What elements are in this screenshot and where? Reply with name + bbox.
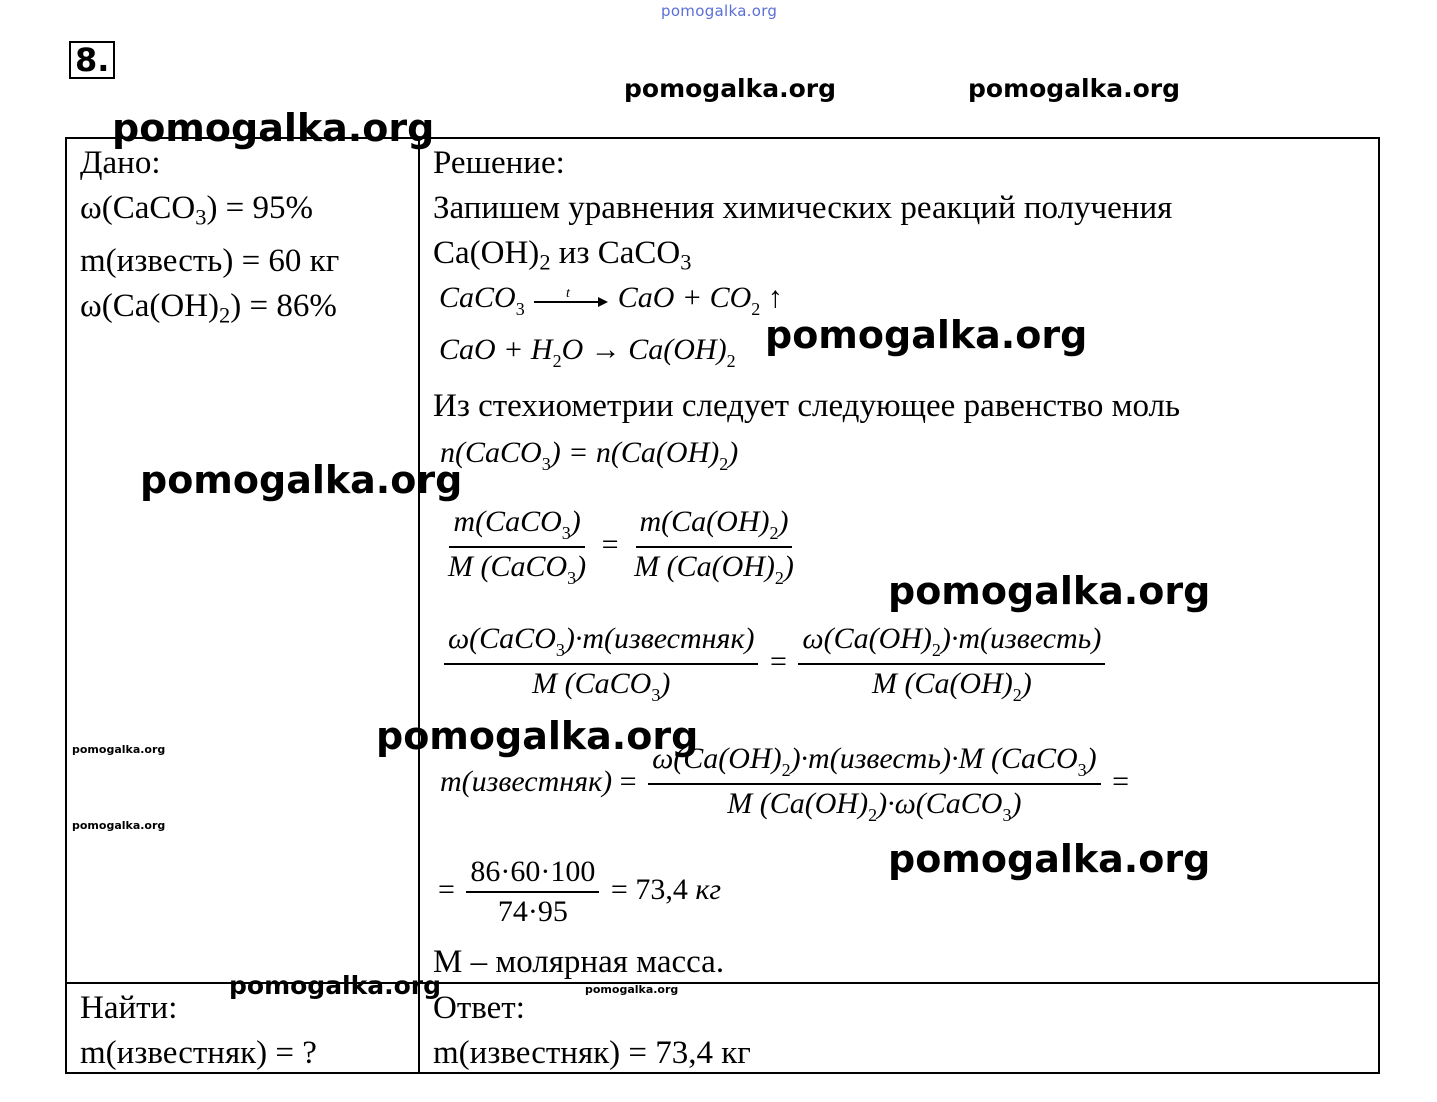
given-line-3: $\omega(Ca(OH)_2) = 86\%$ <box>80 288 337 328</box>
solution-section <box>433 141 1172 284</box>
find-heading: Найти: <box>80 990 178 1026</box>
mass-fraction-equation: $\frac{\omega(CaCO_3)\cdot m(известняк)}{M (CaCO_3)}$ = $\frac{\omega(Ca(OH)_2)\cdot m(известь)}{M (Ca(OH)_2)}$ <box>440 622 1109 706</box>
watermark: pomogalka.org <box>888 569 1211 613</box>
stoichiometry-text: Из стехиометрии следует следующее равенство моль <box>433 388 1181 424</box>
watermark: pomogalka.org <box>624 74 837 103</box>
watermark: pomogalka.org <box>229 971 442 1000</box>
given-heading: Дано: <box>80 145 161 181</box>
arrow-heat-icon <box>532 288 610 312</box>
mole-equality: n(CaCO$_3$) = $n(Ca(OH)_2)$ <box>440 436 739 475</box>
reaction-equation-1: CaCO$_3$ t CaO + $CO_2$ ↑ <box>439 281 783 320</box>
watermark: pomogalka.org <box>888 837 1211 881</box>
solution-intro-2: $Ca(OH)_2$ из CaCO$_3$ <box>433 235 692 275</box>
watermark: pomogalka.org <box>968 74 1181 103</box>
given-section <box>80 141 339 338</box>
given-line-1: ω(CaCO$_3$) = 95% <box>80 190 314 230</box>
reaction-equation-2: CaO + $H_2O \to Ca(OH)_2$ <box>439 333 736 372</box>
answer-section <box>433 986 751 1076</box>
calc-result: = 73,4 <box>610 872 688 906</box>
solution-intro-1: Запишем уравнения химических реакций получения <box>433 190 1173 226</box>
given-line-2: m(известь) = 60 кг <box>80 243 340 280</box>
watermark: pomogalka.org <box>376 714 699 758</box>
watermark: pomogalka.org <box>585 983 679 996</box>
svg-text:t: t <box>566 288 571 302</box>
calc-denominator: 74·95 <box>497 895 568 928</box>
solution-heading: Решение: <box>433 145 565 181</box>
table-divider-vertical <box>418 137 420 1074</box>
calc-numerator: 86·60·100 <box>466 855 599 893</box>
find-line: m(известняк) = ? <box>80 1035 317 1071</box>
problem-number: 8. <box>69 41 115 79</box>
answer-line: m(известняк) = 73,4 кг <box>433 1035 751 1071</box>
molar-ratio-equation: $\frac{m(CaCO_3)}{M (CaCO_3)}$ = $\frac{m(Ca(OH)_2)}{M (Ca(OH)_2)}$ <box>448 505 794 589</box>
limestone-mass-formula: m(известняк) = $\frac{\omega(Ca(OH)_2)\cdot m(известь)\cdot M (CaCO_3)}{M (Ca(OH)_2)\cdot\omega(CaCO_3)}$ = <box>440 742 1130 826</box>
calc-unit: кг <box>695 872 722 906</box>
answer-heading: Ответ: <box>433 990 525 1026</box>
watermark: pomogalka.org <box>72 819 166 832</box>
watermark: pomogalka.org <box>112 106 435 150</box>
watermark: pomogalka.org <box>72 743 166 756</box>
watermark: pomogalka.org <box>765 313 1088 357</box>
numeric-calculation: = $\frac{86\cdot 60\cdot 100}{74\cdot 95}$ = 73,4 кг <box>438 855 722 928</box>
molar-mass-note: M – молярная масса. <box>433 944 725 980</box>
watermark: pomogalka.org <box>140 458 463 502</box>
watermark-top: pomogalka.org <box>661 2 778 20</box>
